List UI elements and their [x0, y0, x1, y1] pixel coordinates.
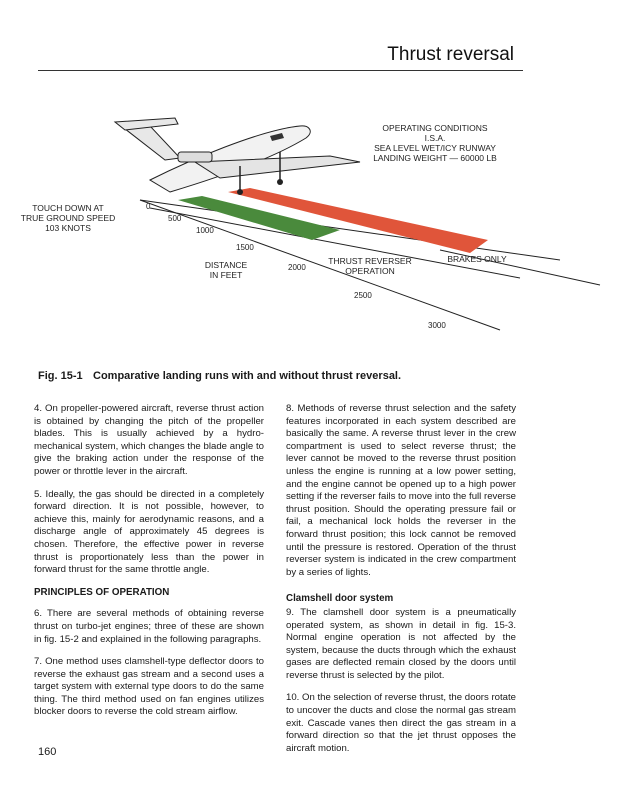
distance-mark-2500: 2500	[354, 291, 372, 300]
subsection-heading: Clamshell door system	[286, 593, 394, 605]
paragraph-5: 5. Ideally, the gas should be directed in a completely forward direction. It is not possible, however, to achieve this, mainly for aerodynamic reasons, and a discharge angle of approximately 45 degrees is chosen. Therefore, the effective power in reverse thrust is proportionately less than the power in forward thrust for the same throttle angle.	[34, 488, 264, 576]
conditions-line-2: I.S.A.	[424, 133, 446, 143]
touchdown-line-3: 103 KNOTS	[45, 223, 91, 233]
distance-mark-3000: 3000	[428, 321, 446, 330]
distance-mark-1000: 1000	[196, 226, 214, 235]
conditions-line-4: LANDING WEIGHT — 60000 LB	[373, 153, 497, 163]
figure-number: Fig. 15-1	[38, 370, 83, 382]
section-heading: PRINCIPLES OF OPERATION	[34, 586, 170, 598]
conditions-line-1: OPERATING CONDITIONS	[382, 123, 488, 133]
paragraph-6: 6. There are several methods of obtaining reverse thrust on turbo-jet engines; three of these are shown in fig. 15-2 and explained in the following paragraphs.	[34, 608, 264, 645]
landing-run-figure	[0, 100, 617, 350]
paragraph-10: 10. On the selection of reverse thrust, the doors rotate to uncover the ducts and close the normal gas stream exit. Cascade vanes then direct the gas stream in a forward direction so that the jet thrust opposes the aircraft motion.	[286, 692, 516, 754]
reverser-label-line-1: THRUST REVERSER	[328, 256, 412, 266]
distance-mark-500: 500	[168, 214, 182, 223]
landing-run-diagram	[0, 100, 617, 350]
distance-label-line-1: DISTANCE	[204, 260, 248, 270]
paragraph-4: 4. On propeller-powered aircraft, reverse thrust action is obtained by changing the pitch of the propeller blades. This is usually achieved by a hydro-mechanical system, which changes the blade angle to give the braking action under the response of the power or throttle lever in the aircraft.	[34, 403, 264, 477]
figure-caption	[38, 370, 401, 382]
header-divider	[38, 70, 523, 71]
brakes-label: BRAKES ONLY	[447, 254, 507, 264]
figure-caption-text: Comparative landing runs with and without thrust reversal.	[93, 370, 402, 382]
paragraph-9: 9. The clamshell door system is a pneumatically operated system, as shown in detail in fig. 15-3. Normal engine operation is not affected by the system, because the ducts through which the exhaust gases are deflected remain closed by the doors until reverse thrust is selected by the pilot.	[286, 606, 516, 681]
distance-label-line-2: IN FEET	[209, 270, 243, 280]
distance-mark-2000: 2000	[288, 263, 306, 272]
page-number: 160	[38, 746, 57, 758]
distance-mark-1500: 1500	[236, 243, 254, 252]
touchdown-line-1: TOUCH DOWN AT	[32, 203, 104, 213]
page-title: Thrust reversal	[387, 44, 514, 65]
paragraph-7: 7. One method uses clamshell-type deflector doors to reverse the exhaust gas stream and a second uses a target system with external type doors to do the same thing. The third method used on fan engines utilizes blocker doors to reverse the cold stream airflow.	[34, 656, 264, 718]
paragraph-8: 8. Methods of reverse thrust selection and the safety features incorporated in each system described are basically the same. A reverse thrust lever in the crew compartment is used to select reverse thrust; the lever cannot be moved to the reverse thrust position unless the engine is running at a low power setting, and the engine cannot be opened up to a high power setting if the reverser fails to move into the full reverse thrust position. Should the operating pressure fail or fail, a mechanical lock holds the reverser in the forward thrust position; this lock cannot be removed until the pressure is restored. Operation of the thrust reverser system is indicated in the crew compartment by a series of lights.	[286, 403, 516, 578]
conditions-line-3: SEA LEVEL WET/ICY RUNWAY	[374, 143, 496, 153]
reverser-label-line-2: OPERATION	[345, 266, 395, 276]
aircraft-illustration	[115, 118, 360, 195]
distance-mark-0: 0	[146, 202, 151, 211]
right-column	[286, 403, 516, 765]
touchdown-line-2: TRUE GROUND SPEED	[20, 213, 116, 223]
runway-edge-near	[140, 200, 500, 330]
left-column	[34, 403, 264, 729]
